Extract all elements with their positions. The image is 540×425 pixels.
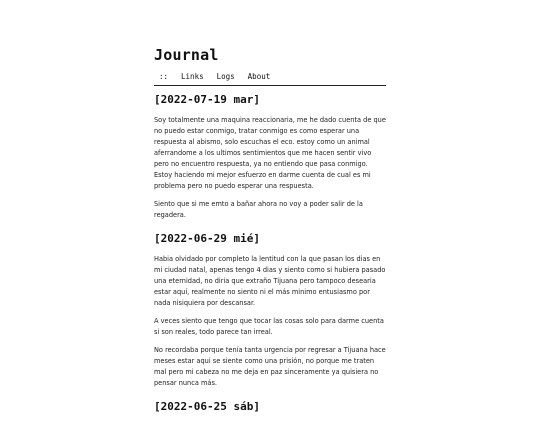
entry-date-heading: [2022-06-29 mié] bbox=[154, 232, 260, 245]
entry-date-heading: [2022-07-19 mar] bbox=[154, 93, 260, 106]
nav-logs-link[interactable]: Logs bbox=[216, 72, 235, 81]
entry-paragraph: Siento que si me emto a bañar ahora no voy a poder salir de la regadera. bbox=[154, 200, 363, 219]
nav-links-link[interactable]: Links bbox=[181, 72, 204, 81]
entry-paragraph: A veces siento que tengo que tocar las cosas solo para darme cuenta si son reales, todo parece tan irreal. bbox=[154, 317, 384, 336]
journal-entry bbox=[154, 232, 386, 389]
journal-entry bbox=[154, 93, 386, 221]
entry-paragraph: Habia olvidado por completo la lentitud con la que pasan los dias en mi ciudad natal, apenas tengo 4 dias y siento como si hubiera pasado una eternidad, no diria que extraño Tijuana pero tampoco desearia estar aquí, realmente no siento ni el más minimo entusiasmo por nada nisiquiera por descansar. bbox=[154, 255, 386, 307]
journal-entries bbox=[154, 93, 386, 425]
entry-date-heading: [2022-06-25 sáb] bbox=[154, 400, 260, 413]
site-title[interactable]: Journal bbox=[154, 46, 219, 64]
nav-home-link[interactable]: :: bbox=[159, 72, 169, 81]
entry-paragraph: Soy totalmente una maquina reaccionaria, me he dado cuenta de que no puedo estar conmigo, tratar conmigo es como esperar una respuesta al abismo, solo escuchas el eco. estoy como un animal aferrandome a los ultimos sentimientos que me hacen sentir vivo pero no encuentro respuesta, ya no entiendo que pasa conmigo. Estoy haciendo mi mejor esfuerzo en darme cuenta de cual es mi problema pero no puedo esperar una respuesta. bbox=[154, 116, 386, 190]
main-nav bbox=[154, 72, 386, 86]
entry-paragraph: No recordaba porque tenía tanta urgencia por regresar a Tijuana hace meses estar aqui se siente como una prisión, no porque me traten mal pero mi cabeza no me deja en paz sinceramente ya quisiera no pensar nunca más. bbox=[154, 346, 386, 387]
journal-entry bbox=[154, 400, 386, 414]
nav-about-link[interactable]: About bbox=[247, 72, 271, 81]
